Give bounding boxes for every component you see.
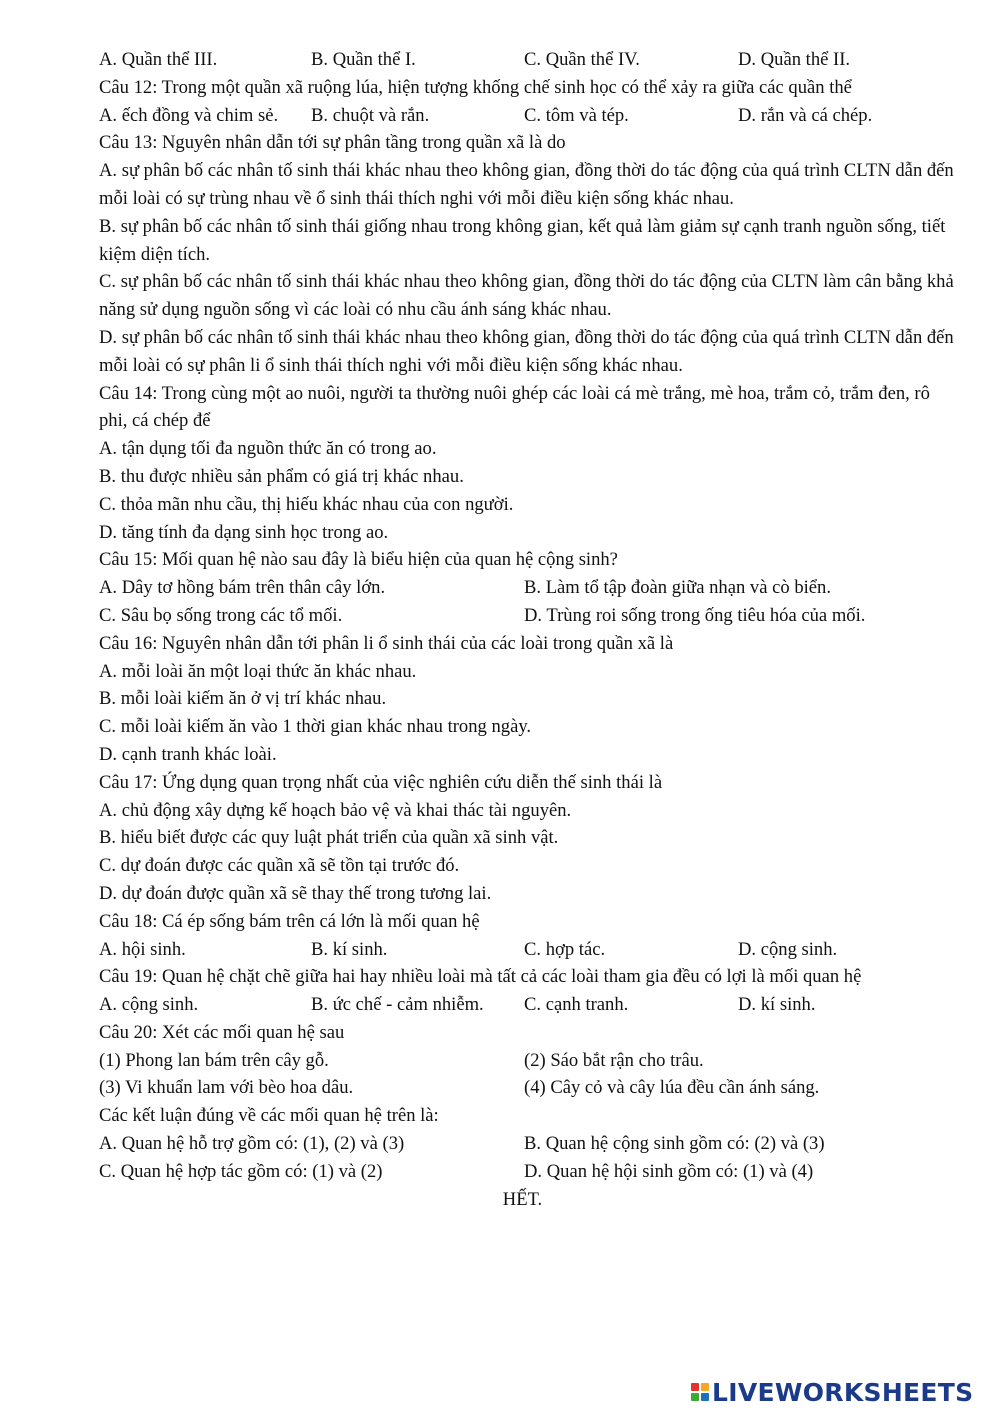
q11-option-c: C. Quần thể IV.: [524, 49, 640, 70]
q19-option-a: A. cộng sinh.: [99, 994, 199, 1016]
q20-relation-3: (3) Vi khuẩn lam với bèo hoa dâu.: [99, 1077, 354, 1099]
q16-question: Câu 16: Nguyên nhân dẫn tới phân li ổ sinh thái của các loài trong quần xã là: [99, 632, 674, 654]
q12-option-d: D. rắn và cá chép.: [738, 104, 873, 126]
q19-option-d: D. kí sinh.: [738, 994, 816, 1016]
logo-square-orange: [701, 1383, 709, 1391]
q13-option-b: B. sự phân bố các nhân tố sinh thái giống nhau trong không gian, kết quả làm giảm sự cạnh tranh nguồn sống, tiết kiệm diện tích.: [99, 215, 946, 265]
q15-option-c: C. Sâu bọ sống trong các tổ mối.: [99, 604, 343, 626]
q12-option-a: A. ếch đồng và chim sẻ.: [99, 104, 279, 126]
q18-option-b: B. kí sinh.: [311, 938, 388, 960]
q17-option-a: A. chủ động xây dựng kế hoạch bảo vệ và khai thác tài nguyên.: [99, 799, 572, 821]
q14-option-d: D. tăng tính đa dạng sinh học trong ao.: [99, 521, 389, 543]
logo-square-blue: [701, 1393, 709, 1401]
q15-options-row-2: [99, 602, 954, 630]
q13-option-a: A. sự phân bố các nhân tố sinh thái khác nhau theo không gian, đồng thời do tác động của quá trình CLTN dẫn đến mỗi loài có sự trùng nhau về ổ sinh thái thích nghi với mỗi điều kiện sống khác nhau.: [99, 160, 954, 209]
q20-relation-2: (2) Sáo bắt rận cho trâu.: [524, 1049, 704, 1071]
q17-option-b: B. hiểu biết được các quy luật phát triển của quần xã sinh vật.: [99, 827, 559, 849]
q18-options: [99, 936, 954, 964]
q11-options: [99, 46, 954, 74]
q20-relation-1: (1) Phong lan bám trên cây gỗ.: [99, 1049, 329, 1071]
q15-option-d: D. Trùng roi sống trong ống tiêu hóa của mối.: [524, 604, 866, 626]
q20-question: Câu 20: Xét các mối quan hệ sau: [99, 1021, 345, 1043]
q11-option-d: D. Quần thể II.: [738, 49, 851, 70]
q11-option-b: B. Quần thể I.: [311, 49, 416, 70]
q20-option-c: C. Quan hệ hợp tác gồm có: (1) và (2): [99, 1160, 383, 1182]
q15-option-b: B. Làm tổ tập đoàn giữa nhạn và cò biển.: [524, 577, 831, 599]
q12-option-b: B. chuột và rắn.: [311, 104, 430, 126]
q20-option-d: D. Quan hệ hội sinh gồm có: (1) và (4): [524, 1160, 814, 1182]
end-marker: HẾT.: [502, 1188, 543, 1210]
q15-options-row-1: [99, 574, 954, 602]
logo-grid-icon: [691, 1383, 709, 1401]
q13-option-c: C. sự phân bố các nhân tố sinh thái khác nhau theo không gian, đồng thời do tác động của CLTN làm cân bằng khả năng sử dụng nguồn sống vì các loài có nhu cầu ánh sáng khác nhau.: [99, 271, 954, 321]
q16-option-a: A. mỗi loài ăn một loại thức ăn khác nhau.: [99, 660, 417, 682]
q15-option-a: A. Dây tơ hồng bám trên thân cây lớn.: [99, 577, 386, 599]
logo-square-green: [691, 1393, 699, 1401]
q12-option-c: C. tôm và tép.: [524, 104, 629, 126]
q17-option-d: D. dự đoán được quần xã sẽ thay thế trong tương lai.: [99, 882, 492, 904]
q19-options: [99, 991, 954, 1019]
q20-prompt: Các kết luận đúng về các mối quan hệ trên là:: [99, 1105, 439, 1127]
q20-relations-row-2: [99, 1074, 954, 1102]
q12-question: Câu 12: Trong một quần xã ruộng lúa, hiện tượng khống chế sinh học có thể xảy ra giữa các quần thể: [99, 76, 852, 98]
q17-option-c: C. dự đoán được các quần xã sẽ tồn tại trước đó.: [99, 855, 460, 877]
q20-options-row-1: [99, 1130, 954, 1158]
q20-option-b: B. Quan hệ cộng sinh gồm có: (2) và (3): [524, 1133, 825, 1155]
q13-option-d: D. sự phân bố các nhân tố sinh thái khác nhau theo không gian, đồng thời do tác động của quá trình CLTN dẫn đến mỗi loài có sự phân li ổ sinh thái thích nghi với mỗi điều kiện sống khác nhau.: [99, 326, 954, 376]
q16-option-b: B. mỗi loài kiếm ăn ở vị trí khác nhau.: [99, 688, 387, 710]
q19-option-b: B. ức chế - cảm nhiễm.: [311, 994, 484, 1016]
q16-option-c: C. mỗi loài kiếm ăn vào 1 thời gian khác nhau trong ngày.: [99, 716, 532, 738]
q11-option-a: A. Quần thể III.: [99, 49, 218, 70]
q20-relation-4: (4) Cây cỏ và cây lúa đều cần ánh sáng.: [524, 1077, 820, 1099]
q14-option-c: C. thỏa mãn nhu cầu, thị hiếu khác nhau của con người.: [99, 493, 514, 515]
q20-option-a: A. Quan hệ hỗ trợ gồm có: (1), (2) và (3): [99, 1133, 405, 1155]
q12-options: [99, 102, 954, 130]
q14-question: Câu 14: Trong cùng một ao nuôi, người ta thường nuôi ghép các loài cá mè trắng, mè hoa, trắm cỏ, trắm đen, rô phi, cá chép để: [99, 382, 930, 432]
q18-option-c: C. hợp tác.: [524, 938, 606, 960]
q13-question: Câu 13: Nguyên nhân dẫn tới sự phân tầng trong quần xã là do: [99, 132, 566, 154]
q14-option-b: B. thu được nhiều sản phẩm có giá trị khác nhau.: [99, 465, 464, 487]
q17-question: Câu 17: Ứng dụng quan trọng nhất của việc nghiên cứu diễn thế sinh thái là: [99, 771, 663, 793]
q15-question: Câu 15: Mối quan hệ nào sau đây là biểu hiện của quan hệ cộng sinh?: [99, 549, 618, 571]
worksheet-document: [99, 46, 954, 1213]
q20-relations-row-1: [99, 1047, 954, 1075]
q16-option-d: D. cạnh tranh khác loài.: [99, 743, 277, 765]
logo-square-red: [691, 1383, 699, 1391]
q18-option-d: D. cộng sinh.: [738, 938, 838, 960]
q18-option-a: A. hội sinh.: [99, 938, 186, 960]
q18-question: Câu 18: Cá ép sống bám trên cá lớn là mối quan hệ: [99, 910, 480, 932]
logo-text: LIVEWORKSHEETS: [712, 1377, 974, 1407]
q20-options-row-2: [99, 1158, 954, 1186]
q14-option-a: A. tận dụng tối đa nguồn thức ăn có trong ao.: [99, 438, 437, 460]
q19-question: Câu 19: Quan hệ chặt chẽ giữa hai hay nhiều loài mà tất cả các loài tham gia đều có lợi là mối quan hệ: [99, 966, 862, 988]
q19-option-c: C. cạnh tranh.: [524, 994, 629, 1016]
liveworksheets-logo: [691, 1377, 973, 1407]
